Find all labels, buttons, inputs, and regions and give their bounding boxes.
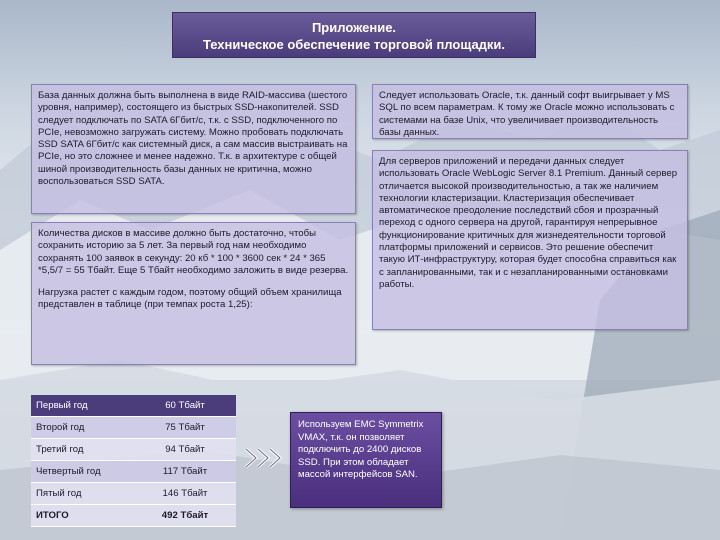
emc-vmax-callout [290, 412, 442, 508]
title-line-1: Приложение. [311, 20, 397, 35]
emc-vmax-text: Используем EMC Symmetrix VMAX, т.к. он позволяет подключить до 2400 дисков SSD. При этом обладает массой интерфейсов SAN. [298, 419, 424, 481]
storage-growth-paragraph: Нагрузка растет с каждым годом, поэтому общий объем хранилища представлен в таблице (при темпах роста 1,25): [38, 287, 342, 311]
table-row [31, 483, 236, 505]
table-cell-year: Четвертый год [31, 461, 134, 483]
table-cell-year: Второй год [31, 417, 134, 439]
storage-history-paragraph: Количества дисков в массиве должно быть достаточно, чтобы сохранить историю за 5 лет. За первый год нам необходимо сохранять 100 заявок в секунду: 20 кб * 100 * 3600 сек * 24 * 365 *5,5/7 = 55 Тбайт. Еще 5 Тбайт необходимо заложить в виде резерва. [38, 228, 349, 276]
storage-growth-table [31, 395, 236, 527]
title-line-2: Техническое обеспечение торговой площадки. [202, 37, 506, 52]
table-cell-year: Третий год [31, 439, 134, 461]
table-cell-value: 146 Тбайт [134, 483, 236, 505]
weblogic-paragraph: Для серверов приложений и передачи данных следует использовать Oracle WebLogic Server 8.1 Premium. Данный сервер отличается высокой производительностью, а так же наличием технологии кластеризации. Кластеризация обеспечивает автоматическое преодоление последствий сбоя и прозрачный переход с одного сервера на другой, гарантируя непрерывное функционирование критичных для жизнедеятельности торговой платформы приложений и сервисов. Это решение обеспечит такую ИТ-инфраструктуру, которая будет способна справиться как с запланированными, так и с незапланированными остановками работы. [379, 156, 678, 290]
table-cell-value: 492 Тбайт [134, 505, 236, 527]
table-row [31, 461, 236, 483]
table-row-total [31, 505, 236, 527]
table-row [31, 439, 236, 461]
weblogic-text-box [372, 150, 688, 330]
raid-ssd-paragraph: База данных должна быть выполнена в виде RAID-массива (шестого уровня, например), состоящего из быстрых SSD-накопителей. SSD следует подключать по SATA 6Гбит/с, т.к. с SSD, подключенного по PCIe, невозможно загружать систему. Можно пробовать подключать SSD SATA 6Гбит/с как системный диск, а сам массив выстраивать на PCIe, но это сложнее и менее надежно. Т.к. в архитектуре с общей шиной производительность базы данных не критична, можно воспользоваться SSD SATA. [38, 90, 348, 188]
table-cell-year: Пятый год [31, 483, 134, 505]
slide-title [172, 12, 536, 58]
table-row [31, 395, 236, 417]
storage-capacity-text-box [31, 222, 356, 365]
table-cell-year: Первый год [31, 395, 134, 417]
table-row [31, 417, 236, 439]
table-cell-year: ИТОГО [31, 505, 134, 527]
table-cell-value: 60 Тбайт [134, 395, 236, 417]
table-cell-value: 94 Тбайт [134, 439, 236, 461]
table-cell-value: 117 Тбайт [134, 461, 236, 483]
chevron-arrows-icon [244, 446, 286, 470]
oracle-db-paragraph: Следует использовать Oracle, т.к. данный софт выигрывает у MS SQL по всем параметрам. К тому же Oracle можно использовать с системами на базе Unix, что увеличивает производительность базы данных. [379, 90, 675, 138]
table-cell-value: 75 Тбайт [134, 417, 236, 439]
raid-ssd-text-box [31, 84, 356, 214]
oracle-db-text-box [372, 84, 688, 139]
